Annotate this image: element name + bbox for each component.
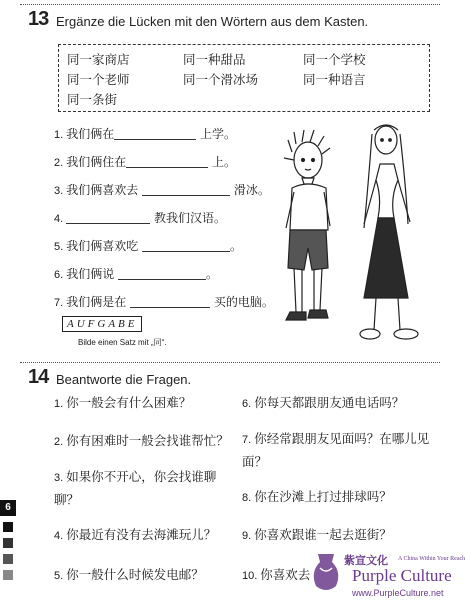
question-7: 7. 你经常跟朋友见面吗？在哪儿见面？ xyxy=(242,431,430,469)
question-1: 1. 你一般会有什么困难？ xyxy=(54,395,192,410)
word-item: 同一个滑冰场 xyxy=(183,72,259,87)
exercise-13-number: 13 xyxy=(28,8,49,30)
color-square xyxy=(3,554,13,564)
word-item: 同一家商店 xyxy=(67,52,130,67)
question-6: 6. 你每天都跟朋友通电话吗？ xyxy=(242,395,405,410)
question-10: 10. 你喜欢去 xyxy=(242,567,311,582)
logo-url: www.PurpleCulture.net xyxy=(352,588,444,598)
exercise-14-instruction: Beantworte die Fragen. xyxy=(56,372,192,387)
aufgabe-instruction: Bilde einen Satz mit „同“. xyxy=(78,338,167,347)
word-item: 同一种语言 xyxy=(303,72,366,87)
blank-line[interactable] xyxy=(142,239,230,252)
exercise-13-instruction: Ergänze die Lücken mit den Wörtern aus dem Kasten. xyxy=(56,14,369,29)
blank-line[interactable] xyxy=(66,211,150,224)
logo-chinese: 紫宣文化 xyxy=(344,554,388,567)
color-square xyxy=(3,570,13,580)
question-3: 3. 如果你不开心，你会找谁聊聊？ xyxy=(54,469,217,507)
word-item: 同一个学校 xyxy=(303,52,366,67)
blank-line[interactable] xyxy=(118,267,206,280)
word-box xyxy=(58,44,430,112)
purple-culture-logo xyxy=(308,550,465,603)
fill-item-5: 5. 我们俩喜欢吃 。 xyxy=(54,239,243,253)
aufgabe-label: AUFGABE xyxy=(62,316,142,332)
question-5: 5. 你一般什么时候发电邮？ xyxy=(54,567,204,582)
fill-item-4: 4. 教我们汉语。 xyxy=(54,211,227,225)
fill-item-1: 1. 我们俩在 上学。 xyxy=(54,127,237,141)
fill-item-3: 3. 我们俩喜欢去 滑冰。 xyxy=(54,183,270,197)
color-square xyxy=(3,522,13,532)
fill-item-7: 7. 我们俩是在 买的电脑。 xyxy=(54,295,274,309)
page-tab: 6 xyxy=(0,500,16,516)
question-4: 4. 你最近有没有去海滩玩儿？ xyxy=(54,527,217,542)
section-divider xyxy=(20,362,440,363)
word-item: 同一种甜品 xyxy=(183,52,246,67)
word-item: 同一个老师 xyxy=(67,72,130,87)
vase-logo-icon xyxy=(308,552,344,594)
question-8: 8. 你在沙滩上打过排球吗？ xyxy=(242,489,392,504)
exercise-14-number: 14 xyxy=(28,366,49,388)
question-2: 2. 你有困难时一般会找谁帮忙？ xyxy=(54,433,229,448)
top-rule xyxy=(20,4,440,5)
fill-item-2: 2. 我们俩住在 上。 xyxy=(54,155,237,169)
color-square xyxy=(3,538,13,548)
question-9: 9. 你喜欢跟谁一起去逛街？ xyxy=(242,527,392,542)
blank-line[interactable] xyxy=(114,127,196,140)
blank-line[interactable] xyxy=(130,295,210,308)
logo-brand: Purple Culture xyxy=(352,566,452,585)
blank-line[interactable] xyxy=(142,183,230,196)
word-item: 同一条街 xyxy=(67,92,118,107)
logo-tagline: A China Within Your Reach xyxy=(398,556,465,562)
girls-illustration xyxy=(268,108,440,348)
blank-line[interactable] xyxy=(126,155,208,168)
fill-item-6: 6. 我们俩说 。 xyxy=(54,267,219,281)
